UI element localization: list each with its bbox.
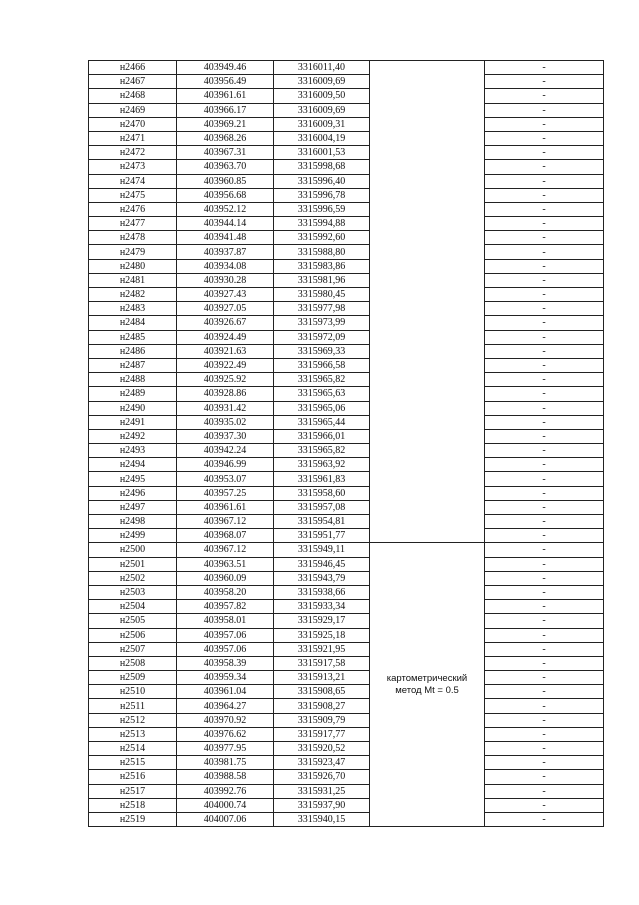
x-coordinate-cell: 403969.21 [177,117,274,131]
accuracy-dash-cell: - [485,642,604,656]
y-coordinate-cell: 3315954,81 [274,515,370,529]
accuracy-dash-cell: - [485,628,604,642]
x-coordinate-cell: 403924.49 [177,330,274,344]
accuracy-dash-cell: - [485,784,604,798]
table-row [89,202,604,216]
method-accuracy: метод Mt = 0.5 [395,684,459,696]
y-coordinate-cell: 3315980,45 [274,288,370,302]
point-id-cell: н2508 [89,656,177,670]
y-coordinate-cell: 3315965,63 [274,387,370,401]
x-coordinate-cell: 403953.07 [177,472,274,486]
accuracy-dash-cell: - [485,373,604,387]
table-row [89,685,604,699]
y-coordinate-cell: 3316009,31 [274,117,370,131]
x-coordinate-cell: 403958.39 [177,656,274,670]
accuracy-dash-cell: - [485,770,604,784]
accuracy-dash-cell: - [485,61,604,75]
x-coordinate-cell: 403925.92 [177,373,274,387]
y-coordinate-cell: 3315925,18 [274,628,370,642]
point-id-cell: н2486 [89,344,177,358]
table-row [89,798,604,812]
y-coordinate-cell: 3315965,44 [274,415,370,429]
y-coordinate-cell: 3315972,09 [274,330,370,344]
x-coordinate-cell: 403927.43 [177,288,274,302]
accuracy-dash-cell: - [485,671,604,685]
point-id-cell: н2481 [89,273,177,287]
x-coordinate-cell: 403949.46 [177,61,274,75]
method-name: картометрический [386,672,468,684]
point-id-cell: н2492 [89,429,177,443]
accuracy-dash-cell: - [485,699,604,713]
y-coordinate-cell: 3315965,82 [274,444,370,458]
table-row [89,146,604,160]
x-coordinate-cell: 403970.92 [177,713,274,727]
x-coordinate-cell: 404007.06 [177,812,274,826]
accuracy-dash-cell: - [485,415,604,429]
y-coordinate-cell: 3315965,82 [274,373,370,387]
point-id-cell: н2516 [89,770,177,784]
accuracy-dash-cell: - [485,486,604,500]
method-cell-upper [370,61,485,543]
point-id-cell: н2490 [89,401,177,415]
x-coordinate-cell: 403961.04 [177,685,274,699]
y-coordinate-cell: 3315996,40 [274,174,370,188]
point-id-cell: н2479 [89,245,177,259]
table-row [89,273,604,287]
point-id-cell: н2502 [89,571,177,585]
accuracy-dash-cell: - [485,500,604,514]
point-id-cell: н2476 [89,202,177,216]
x-coordinate-cell: 403956.49 [177,75,274,89]
point-id-cell: н2506 [89,628,177,642]
y-coordinate-cell: 3315943,79 [274,571,370,585]
table-row [89,174,604,188]
point-id-cell: н2482 [89,288,177,302]
table-row [89,131,604,145]
accuracy-dash-cell: - [485,458,604,472]
accuracy-dash-cell: - [485,387,604,401]
y-coordinate-cell: 3315981,96 [274,273,370,287]
table-row [89,316,604,330]
accuracy-dash-cell: - [485,131,604,145]
accuracy-dash-cell: - [485,756,604,770]
method-cell-lower [370,543,485,827]
accuracy-dash-cell: - [485,146,604,160]
y-coordinate-cell: 3315909,79 [274,713,370,727]
y-coordinate-cell: 3316009,69 [274,75,370,89]
y-coordinate-cell: 3315908,27 [274,699,370,713]
y-coordinate-cell: 3315933,34 [274,600,370,614]
accuracy-dash-cell: - [485,245,604,259]
table-row [89,571,604,585]
y-coordinate-cell: 3315917,58 [274,656,370,670]
point-id-cell: н2517 [89,784,177,798]
table-row [89,160,604,174]
y-coordinate-cell: 3315994,88 [274,217,370,231]
table-row [89,699,604,713]
x-coordinate-cell: 403967.12 [177,543,274,557]
point-id-cell: н2480 [89,259,177,273]
y-coordinate-cell: 3315977,98 [274,302,370,316]
x-coordinate-cell: 403921.63 [177,344,274,358]
x-coordinate-cell: 403960.09 [177,571,274,585]
table-row [89,812,604,826]
table-row [89,557,604,571]
accuracy-dash-cell: - [485,812,604,826]
y-coordinate-cell: 3315969,33 [274,344,370,358]
accuracy-dash-cell: - [485,330,604,344]
table-row [89,515,604,529]
point-id-cell: н2511 [89,699,177,713]
point-id-cell: н2504 [89,600,177,614]
x-coordinate-cell: 403976.62 [177,727,274,741]
y-coordinate-cell: 3315926,70 [274,770,370,784]
accuracy-dash-cell: - [485,302,604,316]
y-coordinate-cell: 3315998,68 [274,160,370,174]
x-coordinate-cell: 403967.31 [177,146,274,160]
table-row [89,387,604,401]
table-row [89,529,604,543]
table-row [89,117,604,131]
x-coordinate-cell: 403968.26 [177,131,274,145]
y-coordinate-cell: 3315920,52 [274,742,370,756]
accuracy-dash-cell: - [485,89,604,103]
y-coordinate-cell: 3315958,60 [274,486,370,500]
x-coordinate-cell: 403944.14 [177,217,274,231]
table-row [89,671,604,685]
y-coordinate-cell: 3315923,47 [274,756,370,770]
y-coordinate-cell: 3316004,19 [274,131,370,145]
accuracy-dash-cell: - [485,358,604,372]
table-row [89,628,604,642]
y-coordinate-cell: 3315996,78 [274,188,370,202]
point-id-cell: н2498 [89,515,177,529]
table-row [89,784,604,798]
accuracy-dash-cell: - [485,444,604,458]
x-coordinate-cell: 403957.06 [177,642,274,656]
accuracy-dash-cell: - [485,401,604,415]
y-coordinate-cell: 3315921,95 [274,642,370,656]
x-coordinate-cell: 403960.85 [177,174,274,188]
point-id-cell: н2477 [89,217,177,231]
accuracy-dash-cell: - [485,571,604,585]
point-id-cell: н2495 [89,472,177,486]
point-id-cell: н2475 [89,188,177,202]
y-coordinate-cell: 3315917,77 [274,727,370,741]
y-coordinate-cell: 3315949,11 [274,543,370,557]
table-row [89,614,604,628]
x-coordinate-cell: 403928.86 [177,387,274,401]
x-coordinate-cell: 403922.49 [177,358,274,372]
point-id-cell: н2472 [89,146,177,160]
accuracy-dash-cell: - [485,202,604,216]
table-row [89,231,604,245]
accuracy-dash-cell: - [485,529,604,543]
x-coordinate-cell: 404000.74 [177,798,274,812]
x-coordinate-cell: 403937.30 [177,429,274,443]
x-coordinate-cell: 403934.08 [177,259,274,273]
table-row [89,358,604,372]
accuracy-dash-cell: - [485,344,604,358]
x-coordinate-cell: 403961.61 [177,89,274,103]
point-id-cell: н2484 [89,316,177,330]
accuracy-dash-cell: - [485,713,604,727]
point-id-cell: н2512 [89,713,177,727]
point-id-cell: н2493 [89,444,177,458]
point-id-cell: н2501 [89,557,177,571]
y-coordinate-cell: 3315913,21 [274,671,370,685]
accuracy-dash-cell: - [485,288,604,302]
point-id-cell: н2503 [89,585,177,599]
x-coordinate-cell: 403941.48 [177,231,274,245]
point-id-cell: н2489 [89,387,177,401]
table-row [89,75,604,89]
table-row [89,444,604,458]
x-coordinate-cell: 403930.28 [177,273,274,287]
point-id-cell: н2467 [89,75,177,89]
x-coordinate-cell: 403963.70 [177,160,274,174]
table-row [89,600,604,614]
point-id-cell: н2474 [89,174,177,188]
table-row [89,486,604,500]
table-row [89,217,604,231]
accuracy-dash-cell: - [485,585,604,599]
x-coordinate-cell: 403957.25 [177,486,274,500]
point-id-cell: н2509 [89,671,177,685]
accuracy-dash-cell: - [485,75,604,89]
point-id-cell: н2478 [89,231,177,245]
table-row [89,543,604,557]
point-id-cell: н2466 [89,61,177,75]
x-coordinate-cell: 403937.87 [177,245,274,259]
point-id-cell: н2496 [89,486,177,500]
coordinates-table-body [89,61,604,827]
x-coordinate-cell: 403942.24 [177,444,274,458]
accuracy-dash-cell: - [485,259,604,273]
x-coordinate-cell: 403957.06 [177,628,274,642]
table-row [89,401,604,415]
table-row [89,429,604,443]
coordinates-table [88,60,604,827]
table-row [89,500,604,514]
table-row [89,61,604,75]
accuracy-dash-cell: - [485,188,604,202]
accuracy-dash-cell: - [485,316,604,330]
y-coordinate-cell: 3315957,08 [274,500,370,514]
point-id-cell: н2515 [89,756,177,770]
y-coordinate-cell: 3316009,69 [274,103,370,117]
y-coordinate-cell: 3316001,53 [274,146,370,160]
x-coordinate-cell: 403967.12 [177,515,274,529]
table-row [89,245,604,259]
x-coordinate-cell: 403952.12 [177,202,274,216]
table-row [89,373,604,387]
table-row [89,713,604,727]
accuracy-dash-cell: - [485,472,604,486]
y-coordinate-cell: 3315937,90 [274,798,370,812]
table-row [89,727,604,741]
accuracy-dash-cell: - [485,117,604,131]
table-row [89,585,604,599]
accuracy-dash-cell: - [485,231,604,245]
x-coordinate-cell: 403935.02 [177,415,274,429]
point-id-cell: н2513 [89,727,177,741]
accuracy-dash-cell: - [485,160,604,174]
point-id-cell: н2499 [89,529,177,543]
table-row [89,259,604,273]
x-coordinate-cell: 403963.51 [177,557,274,571]
accuracy-dash-cell: - [485,557,604,571]
accuracy-dash-cell: - [485,429,604,443]
accuracy-dash-cell: - [485,515,604,529]
x-coordinate-cell: 403956.68 [177,188,274,202]
point-id-cell: н2468 [89,89,177,103]
table-row [89,302,604,316]
y-coordinate-cell: 3315992,60 [274,231,370,245]
accuracy-dash-cell: - [485,685,604,699]
point-id-cell: н2470 [89,117,177,131]
table-row [89,458,604,472]
point-id-cell: н2500 [89,543,177,557]
y-coordinate-cell: 3315973,99 [274,316,370,330]
point-id-cell: н2488 [89,373,177,387]
table-row [89,103,604,117]
y-coordinate-cell: 3316011,40 [274,61,370,75]
accuracy-dash-cell: - [485,798,604,812]
point-id-cell: н2505 [89,614,177,628]
y-coordinate-cell: 3315908,65 [274,685,370,699]
y-coordinate-cell: 3315938,66 [274,585,370,599]
table-row [89,288,604,302]
x-coordinate-cell: 403968.07 [177,529,274,543]
y-coordinate-cell: 3315988,80 [274,245,370,259]
table-row [89,415,604,429]
point-id-cell: н2494 [89,458,177,472]
x-coordinate-cell: 403931.42 [177,401,274,415]
accuracy-dash-cell: - [485,103,604,117]
x-coordinate-cell: 403927.05 [177,302,274,316]
x-coordinate-cell: 403961.61 [177,500,274,514]
y-coordinate-cell: 3315966,58 [274,358,370,372]
x-coordinate-cell: 403988.58 [177,770,274,784]
x-coordinate-cell: 403957.82 [177,600,274,614]
y-coordinate-cell: 3315965,06 [274,401,370,415]
table-row [89,770,604,784]
accuracy-dash-cell: - [485,656,604,670]
x-coordinate-cell: 403958.01 [177,614,274,628]
y-coordinate-cell: 3315940,15 [274,812,370,826]
point-id-cell: н2485 [89,330,177,344]
y-coordinate-cell: 3315929,17 [274,614,370,628]
table-row [89,742,604,756]
y-coordinate-cell: 3315963,92 [274,458,370,472]
table-row [89,330,604,344]
x-coordinate-cell: 403959.34 [177,671,274,685]
y-coordinate-cell: 3316009,50 [274,89,370,103]
accuracy-dash-cell: - [485,614,604,628]
x-coordinate-cell: 403964.27 [177,699,274,713]
table-row [89,756,604,770]
table-row [89,344,604,358]
point-id-cell: н2519 [89,812,177,826]
y-coordinate-cell: 3315961,83 [274,472,370,486]
y-coordinate-cell: 3315996,59 [274,202,370,216]
x-coordinate-cell: 403946.99 [177,458,274,472]
point-id-cell: н2497 [89,500,177,514]
table-row [89,472,604,486]
point-id-cell: н2507 [89,642,177,656]
table-row [89,188,604,202]
y-coordinate-cell: 3315951,77 [274,529,370,543]
accuracy-dash-cell: - [485,543,604,557]
y-coordinate-cell: 3315931,25 [274,784,370,798]
point-id-cell: н2483 [89,302,177,316]
accuracy-dash-cell: - [485,273,604,287]
y-coordinate-cell: 3315983,86 [274,259,370,273]
accuracy-dash-cell: - [485,742,604,756]
x-coordinate-cell: 403958.20 [177,585,274,599]
x-coordinate-cell: 403926.67 [177,316,274,330]
accuracy-dash-cell: - [485,217,604,231]
y-coordinate-cell: 3315966,01 [274,429,370,443]
table-row [89,656,604,670]
point-id-cell: н2518 [89,798,177,812]
point-id-cell: н2510 [89,685,177,699]
x-coordinate-cell: 403977.95 [177,742,274,756]
point-id-cell: н2514 [89,742,177,756]
point-id-cell: н2487 [89,358,177,372]
accuracy-dash-cell: - [485,174,604,188]
table-row [89,89,604,103]
point-id-cell: н2471 [89,131,177,145]
x-coordinate-cell: 403981.75 [177,756,274,770]
x-coordinate-cell: 403992.76 [177,784,274,798]
table-row [89,642,604,656]
point-id-cell: н2469 [89,103,177,117]
accuracy-dash-cell: - [485,727,604,741]
accuracy-dash-cell: - [485,600,604,614]
point-id-cell: н2473 [89,160,177,174]
x-coordinate-cell: 403966.17 [177,103,274,117]
y-coordinate-cell: 3315946,45 [274,557,370,571]
point-id-cell: н2491 [89,415,177,429]
